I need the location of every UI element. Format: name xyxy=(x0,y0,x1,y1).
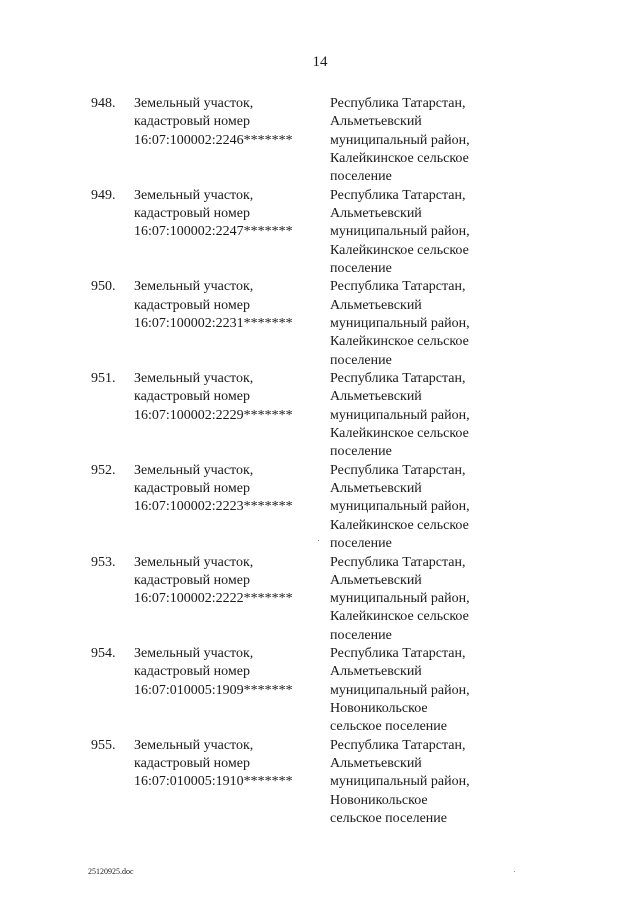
description-line: 16:07:010005:1910******* xyxy=(134,774,293,790)
description-line: 16:07:100002:2246******* xyxy=(134,132,293,148)
entry-description xyxy=(134,187,324,242)
location-line: Республика Татарстан, xyxy=(330,737,466,753)
location-line: поселение xyxy=(330,260,392,276)
location-line: Калейкинское сельское xyxy=(330,150,469,166)
location-line: Республика Татарстан, xyxy=(330,279,466,295)
entry-description xyxy=(134,462,324,517)
description-line: Земельный участок, xyxy=(134,279,254,295)
description-line: 16:07:100002:2247******* xyxy=(134,224,293,240)
location-line: поселение xyxy=(330,444,392,460)
description-line: кадастровый номер xyxy=(134,205,250,221)
entry-number: 951. xyxy=(91,371,116,387)
location-line: Республика Татарстан, xyxy=(330,462,466,478)
description-line: кадастровый номер xyxy=(134,756,250,772)
location-line: поселение xyxy=(330,169,392,185)
footer-filename: 25120925.doc xyxy=(88,867,134,876)
location-line: Калейкинское сельское xyxy=(330,517,469,533)
location-line: муниципальный район, xyxy=(330,224,470,240)
location-line: Альметьевский xyxy=(330,114,422,130)
description-line: Земельный участок, xyxy=(134,462,254,478)
description-line: Земельный участок, xyxy=(134,646,254,662)
location-line: Республика Татарстан, xyxy=(330,96,466,111)
location-line: Калейкинское сельское xyxy=(330,242,469,258)
entry-number: 952. xyxy=(91,462,116,478)
entry-location xyxy=(330,278,520,369)
location-line: Калейкинское сельское xyxy=(330,609,469,625)
location-line: Калейкинское сельское xyxy=(330,334,469,350)
location-line: муниципальный район, xyxy=(330,591,470,607)
location-line: сельское поселение xyxy=(330,811,447,827)
entry-location xyxy=(330,737,520,828)
location-line: Альметьевский xyxy=(330,756,422,772)
entry-number: 954. xyxy=(91,646,116,662)
location-line: Альметьевский xyxy=(330,297,422,313)
description-line: 16:07:100002:2223******* xyxy=(134,499,293,515)
location-line: муниципальный район, xyxy=(330,407,470,423)
location-line: поселение xyxy=(330,352,392,368)
entry-number: 955. xyxy=(91,737,116,753)
description-line: Земельный участок, xyxy=(134,371,254,387)
location-line: Альметьевский xyxy=(330,205,422,221)
location-line: муниципальный район, xyxy=(330,499,470,515)
entry-location xyxy=(330,554,520,645)
entry-number: 953. xyxy=(91,554,116,570)
location-line: сельское поселение xyxy=(330,719,447,735)
page-number: 14 xyxy=(312,54,328,70)
entry-description xyxy=(134,370,324,425)
scan-speck xyxy=(514,871,515,872)
description-line: Земельный участок, xyxy=(134,96,254,111)
description-line: кадастровый номер xyxy=(134,572,250,588)
description-line: кадастровый номер xyxy=(134,664,250,680)
entry-location xyxy=(330,370,520,461)
location-line: муниципальный район, xyxy=(330,132,470,148)
description-line: Земельный участок, xyxy=(134,187,254,203)
description-line: кадастровый номер xyxy=(134,481,250,497)
location-line: Альметьевский xyxy=(330,664,422,680)
entry-location xyxy=(330,645,520,736)
description-line: 16:07:100002:2231******* xyxy=(134,315,293,331)
location-line: Республика Татарстан, xyxy=(330,554,466,570)
description-line: Земельный участок, xyxy=(134,737,254,753)
entry-number: 949. xyxy=(91,187,116,203)
description-line: кадастровый номер xyxy=(134,114,250,130)
location-line: муниципальный район, xyxy=(330,774,470,790)
entry-location xyxy=(330,95,520,186)
entry-description xyxy=(134,554,324,609)
entry-description xyxy=(134,645,324,700)
description-line: 16:07:100002:2222******* xyxy=(134,591,293,607)
location-line: поселение xyxy=(330,535,392,551)
location-line: Республика Татарстан, xyxy=(330,646,466,662)
location-line: Республика Татарстан, xyxy=(330,187,466,203)
description-line: 16:07:010005:1909******* xyxy=(134,682,293,698)
description-line: кадастровый номер xyxy=(134,297,250,313)
scan-speck xyxy=(318,540,319,541)
location-line: Альметьевский xyxy=(330,481,422,497)
entry-number: 950. xyxy=(91,279,116,295)
entry-number: 948. xyxy=(91,96,116,111)
description-line: кадастровый номер xyxy=(134,389,250,405)
location-line: муниципальный район, xyxy=(330,315,470,331)
entry-location xyxy=(330,187,520,278)
location-line: Новоникольское xyxy=(330,792,428,808)
entry-description xyxy=(134,95,324,150)
description-line: Земельный участок, xyxy=(134,554,254,570)
entry-description xyxy=(134,278,324,333)
location-line: Калейкинское сельское xyxy=(330,425,469,441)
location-line: поселение xyxy=(330,627,392,643)
location-line: Альметьевский xyxy=(330,389,422,405)
description-line: 16:07:100002:2229******* xyxy=(134,407,293,423)
location-line: муниципальный район, xyxy=(330,682,470,698)
entry-description xyxy=(134,737,324,792)
location-line: Новоникольское xyxy=(330,701,428,717)
location-line: Альметьевский xyxy=(330,572,422,588)
entry-location xyxy=(330,462,520,553)
location-line: Республика Татарстан, xyxy=(330,371,466,387)
